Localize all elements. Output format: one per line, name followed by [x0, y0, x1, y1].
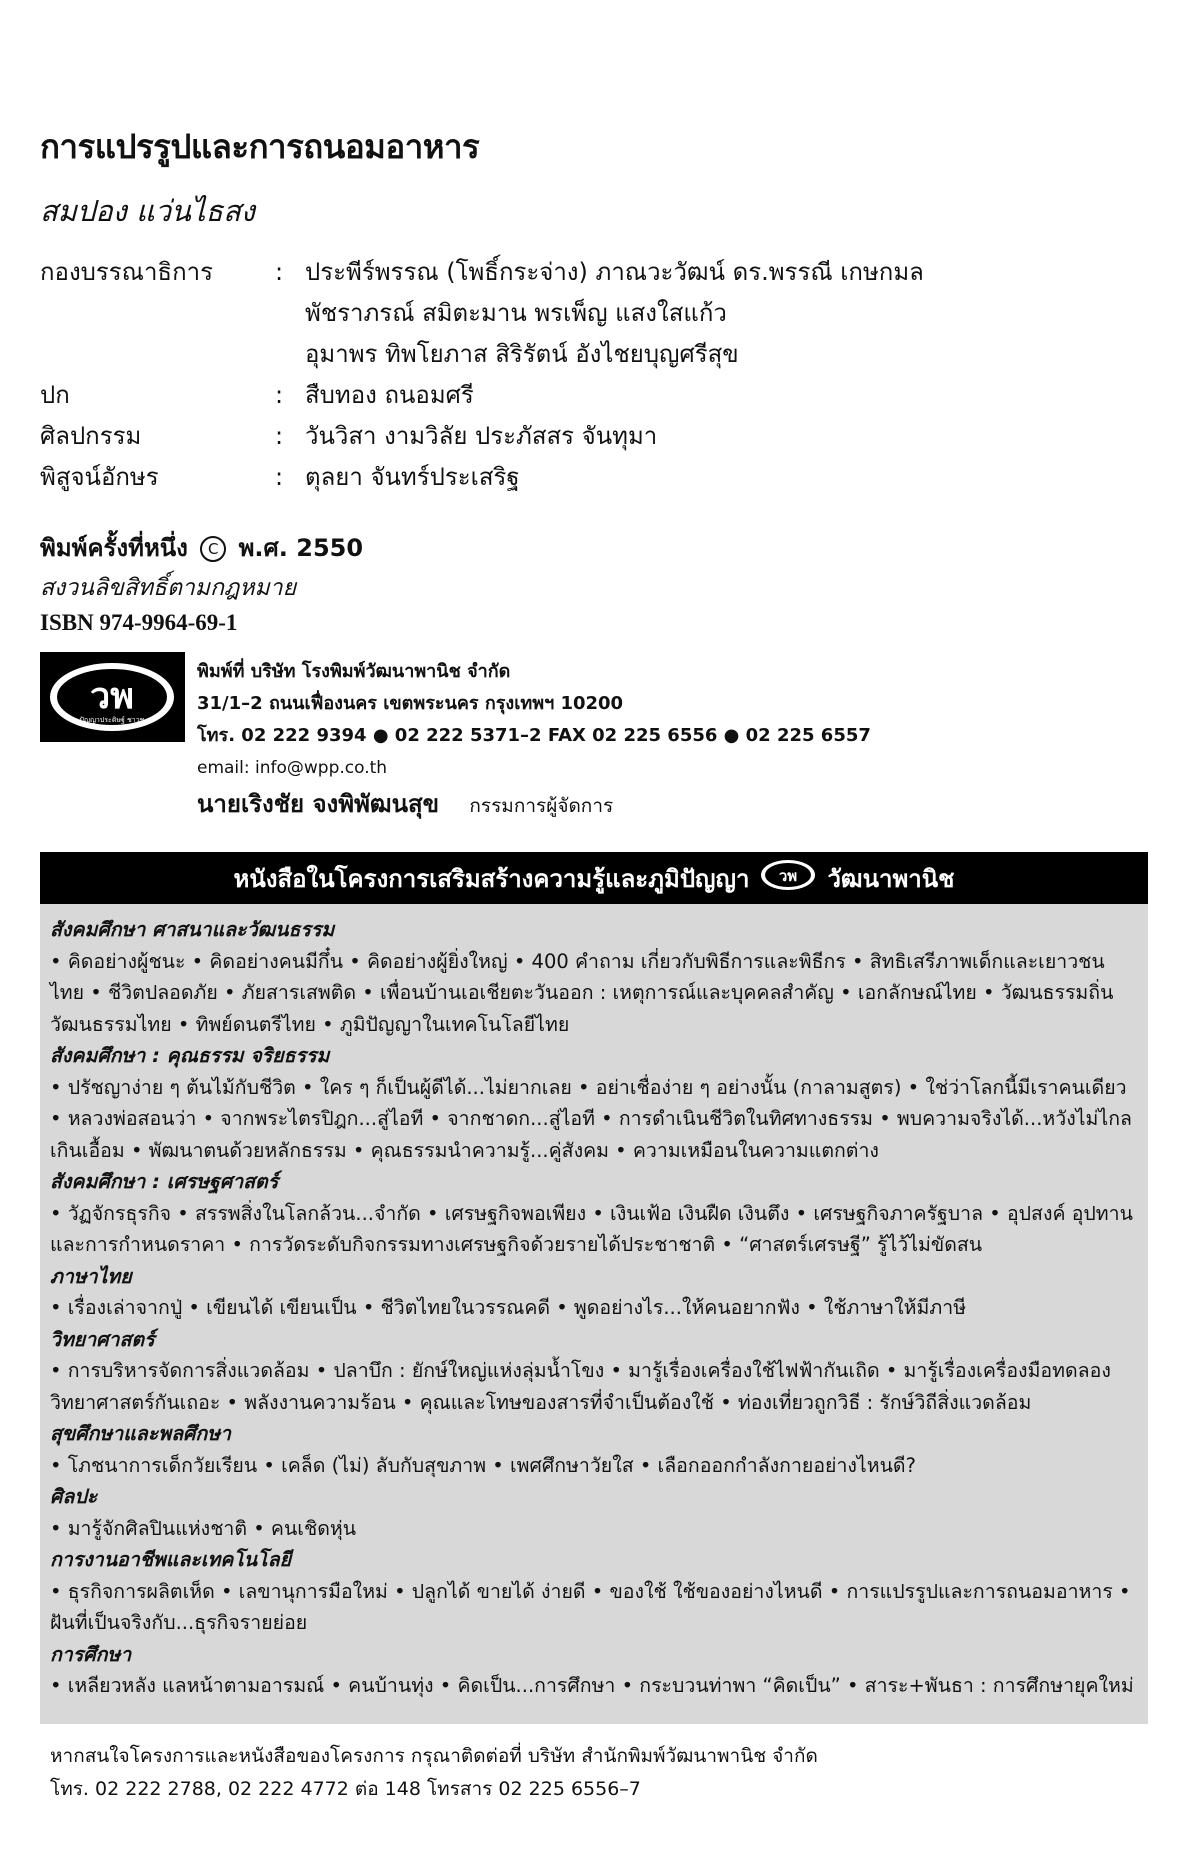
publisher-mini-logo: [759, 858, 817, 898]
credit-label: ปก: [40, 381, 70, 409]
publisher-name: พิมพ์ที่ บริษัท โรงพิมพ์วัฒนาพานิช จำกัด: [197, 661, 511, 682]
publisher-phone: โทร. 02 222 9394 ● 02 222 5371–2 FAX 02 225 6556 ● 02 225 6557: [197, 725, 871, 746]
banner-publisher: วัฒนาพานิช: [827, 864, 955, 893]
banner-text: หนังสือในโครงการเสริมสร้างความรู้และภูมิปัญญา: [233, 864, 750, 893]
book-title: การแปรรูปและการถนอมอาหาร: [40, 127, 480, 166]
credits-block: [40, 252, 924, 498]
series-category-items: • โภชนาการเด็กวัยเรียน • เคล็ด (ไม่) ลับกับสุขภาพ • เพศศึกษาวัยใส • เลือกออกกำลังกายอย่างไหนดี?: [50, 1453, 916, 1477]
director-name: นายเริงชัย จงพิพัฒนสุข: [197, 790, 440, 818]
credit-row-cover: [40, 375, 924, 416]
edition-year: พ.ศ. 2550: [238, 534, 364, 562]
director-role: กรรมการผู้จัดการ: [469, 795, 614, 817]
series-list: [40, 904, 1148, 1724]
series-category-title: วิทยาศาสตร์: [50, 1327, 155, 1351]
series-category-items: • มารู้จักศิลปินแห่งชาติ • คนเชิดหุ่น: [50, 1516, 357, 1540]
series-category-title: สังคมศึกษา : เศรษฐศาสตร์: [50, 1170, 279, 1193]
publisher-logo: [40, 652, 185, 742]
series-category-title: การศึกษา: [50, 1642, 132, 1666]
credit-colon: :: [275, 422, 284, 450]
series-banner: [40, 852, 1148, 904]
series-category-items: • คิดอย่างผู้ชนะ • คิดอย่างคนมีกึ๋น • คิดอย่างผู้ยิ่งใหญ่ • 400 คำถาม เกี่ยวกับพิธีการและพิธีกร • สิทธิเสรีภาพเด็กและเยาวชนไทย • ชีวิตปลอดภัย • ภัยสารเสพติด • เพื่อนบ้านเอเชียตะวันออก : เหตุการณ์และบุคคลสำคัญ • เอกลักษณ์ไทย • วัฒนธรรมถิ่น วัฒนธรรมไทย • ทิพย์ดนตรีไทย • ภูมิปัญญาในเทคโนโลยีไทย: [50, 949, 1114, 1036]
series-categories: [40, 904, 1148, 1702]
credit-value: ตุลยา จันทร์ประเสริฐ: [305, 463, 520, 491]
series-category-title: การงานอาชีพและเทคโนโลยี: [50, 1548, 291, 1571]
credit-label: พิสูจน์อักษร: [40, 463, 159, 491]
series-category-title: ศิลปะ: [50, 1485, 98, 1508]
series-category-items: • การบริหารจัดการสิ่งแวดล้อม • ปลาบึก : ยักษ์ใหญ่แห่งลุ่มน้ำโขง • มารู้เรื่องเครื่องใช้ไฟฟ้ากันเถิด • มารู้เรื่องเครื่องมือทดลองวิทยาศาสตร์กันเถอะ • พลังงานความร้อน • คุณและโทษของสารที่จำเป็นต้องใช้ • ท่องเที่ยวถูกวิธี : รักษ์วิถีสิ่งแวดล้อม: [50, 1359, 1111, 1414]
series-category-title: สังคมศึกษา : คุณธรรม จริยธรรม: [50, 1044, 330, 1067]
credit-value: ประพีร์พรรณ (โพธิ์กระจ่าง) ภาณวะวัฒน์ ดร.พรรณี เกษกมล: [305, 258, 924, 286]
publisher-address: 31/1–2 ถนนเฟื่องนคร เขตพระนคร กรุงเทพฯ 10200: [197, 693, 624, 714]
credit-colon: :: [275, 258, 284, 286]
logo-letters: วพ: [90, 676, 134, 717]
credit-label: กองบรรณาธิการ: [40, 258, 213, 286]
series-category-items: • เหลียวหลัง แลหน้าตามอารมณ์ • คนบ้านทุ่ง • คิดเป็น...การศึกษา • กระบวนท่าพา “คิดเป็น” • สาระ+พันธา : การศึกษายุคใหม่: [50, 1674, 1134, 1697]
series-category-title: ภาษาไทย: [50, 1264, 132, 1288]
series-category-items: • ปรัชญาง่าย ๆ ต้นไม้กับชีวิต • ใคร ๆ ก็เป็นผู้ดีได้...ไม่ยากเลย • อย่าเชื่อง่าย ๆ อย่างนั้น (กาลามสูตร) • ใช่ว่าโลกนี้มีเราคนเดียว • หลวงพ่อสอนว่า • จากพระไตรปิฎก...สู่ไอที • จากชาดก...สู่ไอที • การดำเนินชีวิตในทิศทางธรรม • พบความจริงได้...หวังไม่ไกลเกินเอื้อม • พัฒนาตนด้วยหลักธรรม • คุณธรรมนำความรู้...คู่สังคม • ความเหมือนในความแตกต่าง: [50, 1075, 1132, 1162]
credit-row-art: [40, 416, 924, 457]
series-category-items: • วัฏจักรธุรกิจ • สรรพสิ่งในโลกล้วน...จำกัด • เศรษฐกิจพอเพียง • เงินเฟ้อ เงินฝืด เงินตึง • เศรษฐกิจภาครัฐบาล • อุปสงค์ อุปทาน และการกำหนดราคา • การวัดระดับกิจกรรมทางเศรษฐกิจด้วยรายได้ประชาชาติ • “ศาสตร์เศรษฐี” รู้ไว้ไม่ขัดสน: [50, 1201, 1133, 1256]
contact-footer: [50, 1740, 818, 1806]
edition-line: [40, 528, 363, 567]
copyright-icon: C: [200, 536, 226, 562]
credit-row-editors: [40, 252, 924, 375]
publisher-email: email: info@wpp.co.th: [197, 758, 388, 778]
series-category-items: • ธุรกิจการผลิตเห็ด • เลขานุการมือใหม่ • ปลูกได้ ขายได้ ง่ายดี • ของใช้ ใช้ของอย่างไหนดี • การแปรรูปและการถนอมอาหาร • ฝันที่เป็นจริงกับ...ธุรกิจรายย่อย: [50, 1579, 1131, 1634]
footer-line: หากสนใจโครงการและหนังสือของโครงการ กรุณาติดต่อที่ บริษัท สำนักพิมพ์วัฒนาพานิช จำกัด: [50, 1745, 818, 1767]
book-author: สมปอง แว่นไธสง: [40, 194, 255, 228]
credit-value: วันวิสา งามวิลัย ประภัสสร จันทุมา: [305, 422, 658, 450]
series-category-title: สุขศึกษาและพลศึกษา: [50, 1422, 232, 1445]
credit-colon: :: [275, 463, 284, 491]
publisher-info: [197, 656, 871, 822]
edition-text: พิมพ์ครั้งที่หนึ่ง: [40, 534, 188, 562]
mini-logo-letters: วพ: [779, 867, 798, 885]
credit-label: ศิลปกรรม: [40, 422, 142, 450]
credit-colon: :: [275, 381, 284, 409]
credit-value: สืบทอง ถนอมศรี: [305, 381, 474, 409]
series-category-title: สังคมศึกษา ศาสนาและวัฒนธรรม: [50, 918, 335, 941]
rights-reserved: สงวนลิขสิทธิ์ตามกฎหมาย: [40, 575, 297, 601]
credit-value: พัชราภรณ์ สมิตะมาน พรเพ็ญ แสงใสแก้ว: [305, 299, 727, 327]
logo-tagline: ปัญญาประดิษฐ์ ชาวช: [79, 716, 145, 724]
credit-row-proof: [40, 457, 924, 498]
series-category-items: • เรื่องเล่าจากปู่ • เขียนได้ เขียนเป็น • ชีวิตไทยในวรรณคดี • พูดอย่างไร...ให้คนอยากฟัง • ใช้ภาษาให้มีภาษี: [50, 1296, 967, 1319]
isbn: ISBN 974-9964-69-1: [40, 610, 238, 635]
credit-value: อุมาพร ทิพโยภาส สิริรัตน์ อังไชยบุญศรีสุข: [305, 340, 739, 368]
footer-phone: โทร. 02 222 2788, 02 222 4772 ต่อ 148 โทรสาร 02 225 6556–7: [50, 1778, 641, 1800]
publisher-director: [197, 788, 871, 822]
